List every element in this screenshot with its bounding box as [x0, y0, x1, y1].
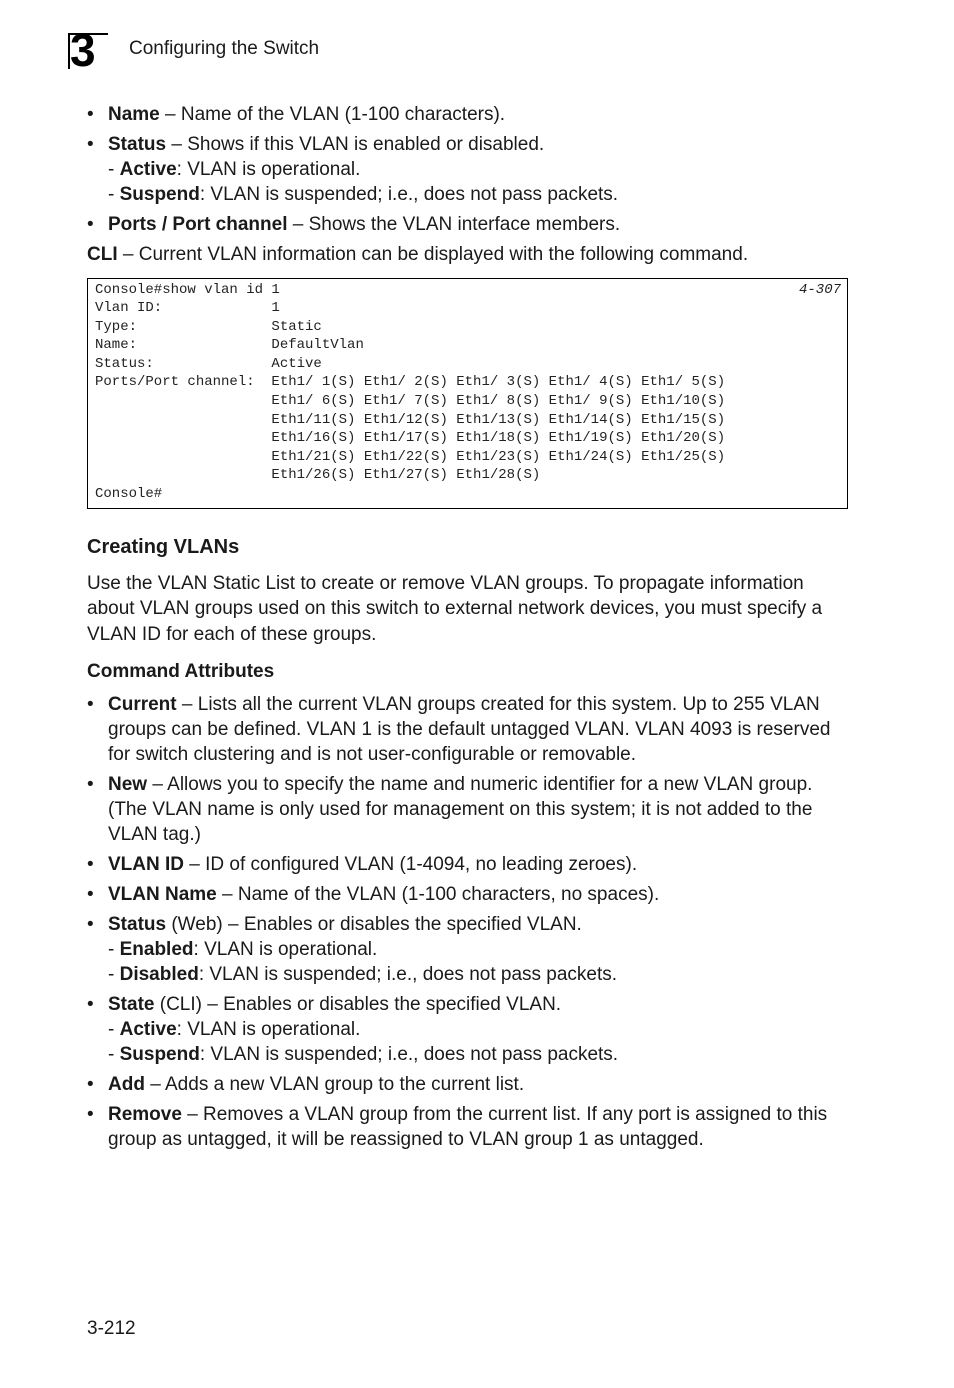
- sub-item-text: : VLAN is operational.: [176, 159, 361, 180]
- bullet-marker: •: [87, 1104, 94, 1126]
- list-item-term: Status: [108, 914, 167, 936]
- bullet-marker: •: [87, 854, 94, 876]
- list-item-term: New: [108, 774, 148, 796]
- list-item: [87, 882, 847, 907]
- list-item-text: – ID of configured VLAN (1-4094, no leading zeroes).: [184, 854, 638, 876]
- sub-item-term: Active: [119, 159, 177, 180]
- list-item-term: State: [108, 994, 155, 1016]
- list-item-term: Remove: [108, 1104, 182, 1126]
- list-item-text: – Name of the VLAN (1-100 characters, no spaces).: [216, 884, 660, 906]
- cli-example-box: [87, 278, 848, 509]
- list-item-text: – Allows you to specify the name and numeric identifier for a new VLAN group. (The VLAN name is only used for management on this system; it is not added to the VLAN tag.): [108, 774, 813, 846]
- list-item-term: VLAN Name: [108, 884, 217, 906]
- sub-item: [108, 182, 847, 207]
- list-item-text: – Adds a new VLAN group to the current list.: [144, 1074, 525, 1096]
- list-item: [87, 1102, 847, 1152]
- list-item-text: – Shows if this VLAN is enabled or disabled.: [166, 134, 545, 155]
- list-item-text: – Lists all the current VLAN groups created for this system. Up to 255 VLAN groups can be defined. VLAN 1 is the default untagged VLAN. VLAN 4093 is reserved for switch clustering and is not user-configurable or removable.: [108, 694, 831, 766]
- sub-item: [108, 937, 847, 962]
- sub-item-prefix: -: [108, 939, 120, 961]
- sub-item-term: Enabled: [119, 939, 194, 961]
- list-item: [87, 692, 847, 767]
- code-line: Eth1/16(S) Eth1/17(S) Eth1/18(S) Eth1/19(S) Eth1/20(S): [95, 430, 726, 447]
- section-heading: Creating VLANs: [87, 535, 240, 558]
- sub-item-text: : VLAN is suspended; i.e., does not pass packets.: [199, 184, 619, 205]
- list-item: [87, 992, 847, 1067]
- list-item-text: – Shows the VLAN interface members.: [287, 214, 621, 235]
- list-item-text: – Name of the VLAN (1-100 characters).: [159, 104, 506, 125]
- bullet-marker: •: [87, 914, 94, 936]
- code-line: Type: Static: [95, 318, 322, 335]
- list-item: [87, 772, 847, 847]
- sub-item-prefix: -: [108, 1019, 120, 1041]
- code-line: Eth1/ 6(S) Eth1/ 7(S) Eth1/ 8(S) Eth1/ 9(S) Eth1/10(S): [95, 393, 726, 410]
- sub-item-text: : VLAN is suspended; i.e., does not pass packets.: [199, 1044, 619, 1066]
- cli-term: CLI: [87, 244, 118, 265]
- bullet-marker: •: [87, 994, 94, 1016]
- sub-item: [108, 157, 847, 182]
- bullet-marker: •: [87, 774, 94, 796]
- field-description-list: [87, 102, 847, 237]
- list-item: [87, 912, 847, 987]
- sub-item-text: : VLAN is operational.: [193, 939, 378, 961]
- sub-item: [108, 962, 847, 987]
- sub-item-prefix: -: [108, 1044, 120, 1066]
- sub-item-prefix: -: [108, 184, 120, 205]
- code-line: Console#: [95, 486, 163, 503]
- list-item: [87, 1072, 847, 1097]
- code-line: Console#show vlan id 1: [95, 281, 280, 298]
- list-item-term: Add: [108, 1074, 145, 1096]
- code-line: Vlan ID: 1: [95, 300, 280, 317]
- sub-item-term: Active: [119, 1019, 177, 1041]
- list-item-term: Ports / Port channel: [108, 214, 288, 235]
- running-header-title: Configuring the Switch: [129, 38, 320, 59]
- page-content: [87, 102, 847, 1157]
- list-item-text: (Web) – Enables or disables the specified VLAN.: [166, 914, 582, 936]
- sub-item-term: Suspend: [119, 1044, 200, 1066]
- code-line: Status: Active: [95, 355, 322, 372]
- list-item-term: Name: [108, 104, 160, 125]
- list-item: [87, 102, 847, 127]
- code-line: Ports/Port channel: Eth1/ 1(S) Eth1/ 2(S) Eth1/ 3(S) Eth1/ 4(S) Eth1/ 5(S): [95, 374, 726, 391]
- section-intro: Use the VLAN Static List to create or remove VLAN groups. To propagate information about VLAN groups used on this switch to external network devices, you must specify a VLAN ID for each of these groups.: [87, 572, 823, 645]
- list-item-term: VLAN ID: [108, 854, 184, 876]
- sub-item: [108, 1017, 847, 1042]
- bullet-marker: •: [87, 104, 94, 125]
- attributes-heading: Command Attributes: [87, 661, 275, 683]
- bullet-marker: •: [87, 884, 94, 906]
- cli-text: – Current VLAN information can be displayed with the following command.: [117, 244, 749, 265]
- sub-item-text: : VLAN is operational.: [176, 1019, 361, 1041]
- bullet-marker: •: [87, 134, 94, 155]
- list-item-text: – Removes a VLAN group from the current list. If any port is assigned to this group as untagged, it will be reassigned to VLAN group 1 as untagged.: [108, 1104, 828, 1151]
- sub-item-prefix: -: [108, 964, 120, 986]
- bullet-marker: •: [87, 214, 94, 235]
- sub-item-term: Suspend: [119, 184, 200, 205]
- code-line: Name: DefaultVlan: [95, 337, 364, 354]
- list-item: [87, 852, 847, 877]
- sub-item-term: Disabled: [119, 964, 199, 986]
- code-line: Eth1/26(S) Eth1/27(S) Eth1/28(S): [95, 467, 541, 484]
- command-reference: 4-307: [798, 281, 841, 298]
- chapter-number: 3: [70, 24, 96, 76]
- code-line: Eth1/21(S) Eth1/22(S) Eth1/23(S) Eth1/24(S) Eth1/25(S): [95, 448, 726, 465]
- bullet-marker: •: [87, 694, 94, 716]
- cli-intro: [87, 242, 847, 268]
- list-item-term: Current: [108, 694, 177, 716]
- page-number: 3-212: [87, 1318, 136, 1339]
- command-attributes-list: [87, 692, 847, 1152]
- list-item: [87, 212, 847, 237]
- list-item-text: (CLI) – Enables or disables the specified VLAN.: [154, 994, 562, 1016]
- sub-item-text: : VLAN is suspended; i.e., does not pass packets.: [198, 964, 618, 986]
- sub-item: [108, 1042, 847, 1067]
- list-item-term: Status: [108, 134, 167, 155]
- bullet-marker: •: [87, 1074, 94, 1096]
- cli-example-code: [95, 281, 841, 504]
- code-line: Eth1/11(S) Eth1/12(S) Eth1/13(S) Eth1/14(S) Eth1/15(S): [95, 411, 726, 428]
- list-item: [87, 132, 847, 207]
- sub-item-prefix: -: [108, 159, 120, 180]
